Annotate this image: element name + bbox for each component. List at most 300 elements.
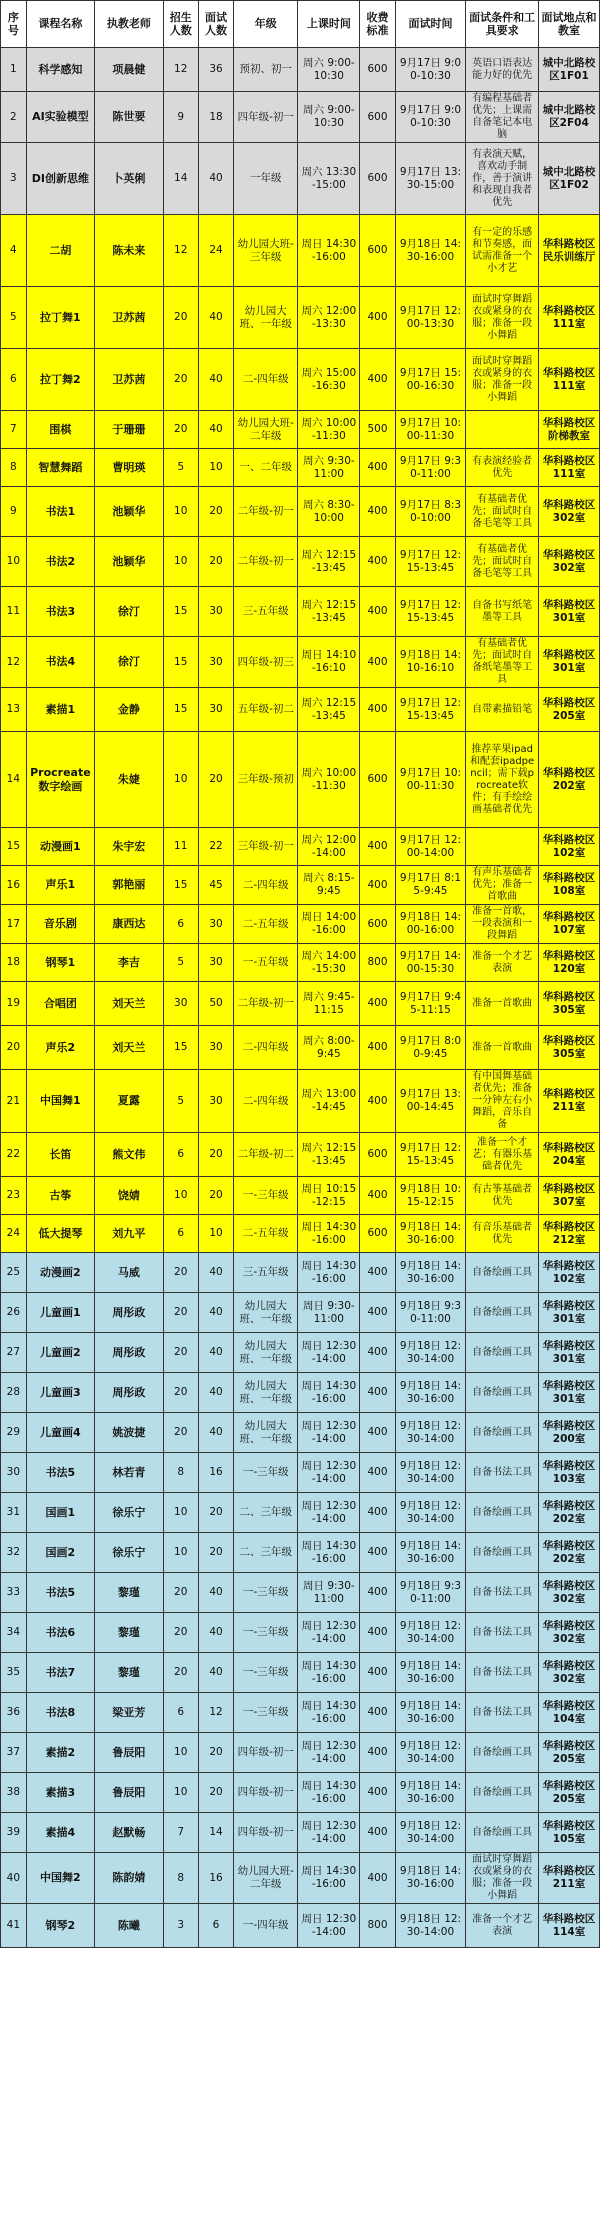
place: 城中北路校区2F04 — [538, 92, 599, 143]
row-no: 11 — [1, 587, 27, 637]
quota: 15 — [163, 637, 198, 688]
grade: 一-五年级 — [234, 944, 298, 982]
teacher-name: 陈曦 — [95, 1904, 163, 1948]
requirements: 自备绘画工具 — [466, 1253, 539, 1293]
requirements: 自备绘画工具 — [466, 1813, 539, 1853]
interview-time: 9月17日 12:15-13:45 — [395, 587, 466, 637]
fee: 600 — [360, 1133, 395, 1177]
interview-time: 9月17日 8:30-10:00 — [395, 487, 466, 537]
grade: 一-三年级 — [234, 1693, 298, 1733]
row-no: 6 — [1, 349, 27, 411]
requirements: 有一定的乐感和节奏感，面试需准备一个小才艺 — [466, 215, 539, 287]
grade: 预初、初一 — [234, 48, 298, 92]
place: 华科路校区202室 — [538, 1493, 599, 1533]
table-row — [1, 1573, 600, 1613]
course-name: 动漫画1 — [26, 828, 94, 866]
row-no: 13 — [1, 688, 27, 732]
table-row — [1, 1733, 600, 1773]
row-no: 20 — [1, 1026, 27, 1070]
course-name: 国画1 — [26, 1493, 94, 1533]
class-time: 周日 14:30-16:00 — [298, 1253, 360, 1293]
place: 华科路校区211室 — [538, 1070, 599, 1133]
interview-time: 9月17日 9:00-10:30 — [395, 48, 466, 92]
grade: 一-四年级 — [234, 1904, 298, 1948]
fee: 400 — [360, 1613, 395, 1653]
interview-time: 9月18日 14:10-16:10 — [395, 637, 466, 688]
place: 华科路校区301室 — [538, 587, 599, 637]
row-no: 35 — [1, 1653, 27, 1693]
teacher-name: 鲁辰阳 — [95, 1773, 163, 1813]
fee: 400 — [360, 537, 395, 587]
class-time: 周日 9:30-11:00 — [298, 1293, 360, 1333]
quota: 10 — [163, 1177, 198, 1215]
course-name: 书法8 — [26, 1693, 94, 1733]
class-time: 周六 9:45-11:15 — [298, 982, 360, 1026]
interview-count: 20 — [198, 487, 233, 537]
grade: 三-五年级 — [234, 1253, 298, 1293]
requirements: 自带素描铅笔 — [466, 688, 539, 732]
course-name: 拉丁舞2 — [26, 349, 94, 411]
fee: 400 — [360, 1493, 395, 1533]
course-name: 书法4 — [26, 637, 94, 688]
interview-time: 9月18日 12:30-14:00 — [395, 1733, 466, 1773]
row-no: 17 — [1, 905, 27, 944]
row-no: 4 — [1, 215, 27, 287]
teacher-name: 陈世要 — [95, 92, 163, 143]
header-grade: 年级 — [234, 1, 298, 48]
table-row — [1, 637, 600, 688]
interview-time: 9月17日 9:00-10:30 — [395, 92, 466, 143]
grade: 一-三年级 — [234, 1453, 298, 1493]
interview-count: 30 — [198, 944, 233, 982]
header-interview-count: 面试人数 — [198, 1, 233, 48]
grade: 三年级-初一 — [234, 828, 298, 866]
teacher-name: 李吉 — [95, 944, 163, 982]
grade: 幼儿园大班-二年级 — [234, 411, 298, 449]
row-no: 32 — [1, 1533, 27, 1573]
place: 华科路校区307室 — [538, 1177, 599, 1215]
place: 华科路校区212室 — [538, 1215, 599, 1253]
requirements: 自备书法工具 — [466, 1693, 539, 1733]
grade: 二-四年级 — [234, 1070, 298, 1133]
row-no: 41 — [1, 1904, 27, 1948]
fee: 400 — [360, 1533, 395, 1573]
class-time: 周六 10:00-11:30 — [298, 411, 360, 449]
class-time: 周六 9:00-10:30 — [298, 92, 360, 143]
fee: 400 — [360, 1773, 395, 1813]
header-row — [1, 1, 600, 48]
grade: 二年级-初一 — [234, 487, 298, 537]
class-time: 周六 12:15-13:45 — [298, 1133, 360, 1177]
requirements: 自备绘画工具 — [466, 1293, 539, 1333]
row-no: 38 — [1, 1773, 27, 1813]
place: 华科路校区205室 — [538, 1773, 599, 1813]
interview-count: 40 — [198, 1253, 233, 1293]
row-no: 27 — [1, 1333, 27, 1373]
interview-count: 20 — [198, 1177, 233, 1215]
class-time: 周日 14:30-16:00 — [298, 1215, 360, 1253]
course-name: 儿童画3 — [26, 1373, 94, 1413]
quota: 10 — [163, 487, 198, 537]
table-row — [1, 1613, 600, 1653]
interview-count: 40 — [198, 1293, 233, 1333]
interview-time: 9月17日 15:00-16:30 — [395, 349, 466, 411]
teacher-name: 朱宇宏 — [95, 828, 163, 866]
requirements: 有表演经验者优先 — [466, 449, 539, 487]
fee: 500 — [360, 411, 395, 449]
teacher-name: 夏露 — [95, 1070, 163, 1133]
interview-count: 40 — [198, 1613, 233, 1653]
class-time: 周日 12:30-14:00 — [298, 1413, 360, 1453]
interview-count: 30 — [198, 905, 233, 944]
interview-count: 40 — [198, 349, 233, 411]
quota: 20 — [163, 1373, 198, 1413]
course-name: 儿童画4 — [26, 1413, 94, 1453]
interview-count: 20 — [198, 1733, 233, 1773]
interview-count: 40 — [198, 1653, 233, 1693]
fee: 400 — [360, 1373, 395, 1413]
course-name: 素描3 — [26, 1773, 94, 1813]
requirements: 准备一首歌，一段表演和一段舞蹈 — [466, 905, 539, 944]
interview-time: 9月18日 10:15-12:15 — [395, 1177, 466, 1215]
table-row — [1, 1653, 600, 1693]
class-time: 周六 8:30-10:00 — [298, 487, 360, 537]
place: 华科路校区301室 — [538, 1373, 599, 1413]
table-row — [1, 1904, 600, 1948]
class-time: 周日 14:30-16:00 — [298, 1533, 360, 1573]
table-row — [1, 1333, 600, 1373]
place: 华科路校区103室 — [538, 1453, 599, 1493]
grade: 三-五年级 — [234, 587, 298, 637]
course-name: 低大提琴 — [26, 1215, 94, 1253]
course-name: 中国舞1 — [26, 1070, 94, 1133]
fee: 400 — [360, 1733, 395, 1773]
grade: 三年级-预初 — [234, 732, 298, 828]
interview-count: 14 — [198, 1813, 233, 1853]
table-row — [1, 1453, 600, 1493]
requirements: 自备书写纸笔墨等工具 — [466, 587, 539, 637]
row-no: 19 — [1, 982, 27, 1026]
requirements — [466, 411, 539, 449]
row-no: 40 — [1, 1853, 27, 1904]
place: 华科路校区301室 — [538, 637, 599, 688]
class-time: 周六 14:00-15:30 — [298, 944, 360, 982]
place: 华科路校区302室 — [538, 1613, 599, 1653]
quota: 20 — [163, 349, 198, 411]
place: 华科路校区107室 — [538, 905, 599, 944]
teacher-name: 陈韵婧 — [95, 1853, 163, 1904]
grade: 幼儿园大班、一年级 — [234, 1293, 298, 1333]
class-time: 周日 14:30-16:00 — [298, 1693, 360, 1733]
place: 华科路校区111室 — [538, 287, 599, 349]
fee: 400 — [360, 828, 395, 866]
interview-count: 10 — [198, 1215, 233, 1253]
requirements: 准备一首歌曲 — [466, 1026, 539, 1070]
interview-time: 9月17日 12:15-13:45 — [395, 537, 466, 587]
teacher-name: 于珊珊 — [95, 411, 163, 449]
teacher-name: 徐乐宁 — [95, 1493, 163, 1533]
table-row — [1, 1693, 600, 1733]
grade: 幼儿园大班、一年级 — [234, 1413, 298, 1453]
teacher-name: 黎瑾 — [95, 1653, 163, 1693]
row-no: 26 — [1, 1293, 27, 1333]
quota: 20 — [163, 1413, 198, 1453]
class-time: 周日 9:30-11:00 — [298, 1573, 360, 1613]
row-no: 10 — [1, 537, 27, 587]
place: 华科路校区202室 — [538, 1533, 599, 1573]
teacher-name: 卫苏茜 — [95, 349, 163, 411]
course-name: 书法5 — [26, 1573, 94, 1613]
class-time: 周日 12:30-14:00 — [298, 1813, 360, 1853]
grade: 一-三年级 — [234, 1177, 298, 1215]
course-name: Procreate数字绘画 — [26, 732, 94, 828]
grade: 一-三年级 — [234, 1573, 298, 1613]
fee: 400 — [360, 1853, 395, 1904]
teacher-name: 朱婕 — [95, 732, 163, 828]
row-no: 16 — [1, 866, 27, 905]
grade: 幼儿园大班、一年级 — [234, 287, 298, 349]
row-no: 30 — [1, 1453, 27, 1493]
quota: 8 — [163, 1453, 198, 1493]
interview-time: 9月18日 14:30-16:00 — [395, 1653, 466, 1693]
table-body — [1, 48, 600, 1948]
place: 华科路校区111室 — [538, 449, 599, 487]
requirements: 准备一个才艺；有器乐基础者优先 — [466, 1133, 539, 1177]
class-time: 周六 10:00-11:30 — [298, 732, 360, 828]
grade: 二年级-初一 — [234, 982, 298, 1026]
table-row — [1, 587, 600, 637]
teacher-name: 梁亚芳 — [95, 1693, 163, 1733]
class-time: 周日 14:30-16:00 — [298, 1653, 360, 1693]
table-row — [1, 537, 600, 587]
quota: 6 — [163, 1133, 198, 1177]
class-time: 周六 12:15-13:45 — [298, 688, 360, 732]
class-time: 周日 14:10-16:10 — [298, 637, 360, 688]
class-time: 周六 12:00-14:00 — [298, 828, 360, 866]
quota: 20 — [163, 1253, 198, 1293]
place: 华科路校区104室 — [538, 1693, 599, 1733]
quota: 20 — [163, 1653, 198, 1693]
place: 华科路校区105室 — [538, 1813, 599, 1853]
table-row — [1, 449, 600, 487]
fee: 400 — [360, 1653, 395, 1693]
fee: 400 — [360, 866, 395, 905]
fee: 800 — [360, 1904, 395, 1948]
interview-count: 30 — [198, 1070, 233, 1133]
interview-count: 30 — [198, 688, 233, 732]
place: 华科路校区302室 — [538, 1653, 599, 1693]
place: 城中北路校区1F02 — [538, 143, 599, 215]
fee: 600 — [360, 215, 395, 287]
place: 华科路校区202室 — [538, 732, 599, 828]
interview-count: 30 — [198, 637, 233, 688]
interview-time: 9月18日 14:30-16:00 — [395, 1853, 466, 1904]
table-row — [1, 1293, 600, 1333]
table-row — [1, 1070, 600, 1133]
place: 华科路校区阶梯教室 — [538, 411, 599, 449]
place: 华科路校区民乐训练厅 — [538, 215, 599, 287]
teacher-name: 赵默畅 — [95, 1813, 163, 1853]
requirements: 自备绘画工具 — [466, 1373, 539, 1413]
row-no: 34 — [1, 1613, 27, 1653]
fee: 400 — [360, 1177, 395, 1215]
table-row — [1, 828, 600, 866]
class-time: 周日 12:30-14:00 — [298, 1453, 360, 1493]
grade: 一-三年级 — [234, 1653, 298, 1693]
grade: 五年级-初二 — [234, 688, 298, 732]
fee: 400 — [360, 688, 395, 732]
course-name: 围棋 — [26, 411, 94, 449]
table-row — [1, 287, 600, 349]
row-no: 8 — [1, 449, 27, 487]
grade: 二、三年级 — [234, 1493, 298, 1533]
course-name: 钢琴1 — [26, 944, 94, 982]
table-row — [1, 349, 600, 411]
interview-count: 40 — [198, 1333, 233, 1373]
course-name: 素描2 — [26, 1733, 94, 1773]
place: 华科路校区120室 — [538, 944, 599, 982]
teacher-name: 姚波捷 — [95, 1413, 163, 1453]
grade: 四年级-初一 — [234, 1733, 298, 1773]
course-name: 长笛 — [26, 1133, 94, 1177]
place: 华科路校区204室 — [538, 1133, 599, 1177]
course-name: 声乐2 — [26, 1026, 94, 1070]
table-row — [1, 1413, 600, 1453]
fee: 400 — [360, 982, 395, 1026]
table-row — [1, 411, 600, 449]
teacher-name: 项晨健 — [95, 48, 163, 92]
table-row — [1, 1373, 600, 1413]
grade: 幼儿园大班、一年级 — [234, 1373, 298, 1413]
table-row — [1, 1493, 600, 1533]
place: 华科路校区108室 — [538, 866, 599, 905]
row-no: 25 — [1, 1253, 27, 1293]
teacher-name: 熊文伟 — [95, 1133, 163, 1177]
row-no: 31 — [1, 1493, 27, 1533]
fee: 400 — [360, 637, 395, 688]
quota: 6 — [163, 905, 198, 944]
course-name: 拉丁舞1 — [26, 287, 94, 349]
row-no: 15 — [1, 828, 27, 866]
grade: 二年级-初一 — [234, 537, 298, 587]
quota: 11 — [163, 828, 198, 866]
requirements: 面试时穿舞蹈衣或紧身的衣服；准备一段小舞蹈 — [466, 1853, 539, 1904]
row-no: 36 — [1, 1693, 27, 1733]
place: 华科路校区200室 — [538, 1413, 599, 1453]
quota: 20 — [163, 1293, 198, 1333]
place: 华科路校区111室 — [538, 349, 599, 411]
teacher-name: 卜英俐 — [95, 143, 163, 215]
place: 华科路校区205室 — [538, 1733, 599, 1773]
quota: 6 — [163, 1215, 198, 1253]
quota: 15 — [163, 587, 198, 637]
row-no: 12 — [1, 637, 27, 688]
teacher-name: 马威 — [95, 1253, 163, 1293]
course-name: 书法2 — [26, 537, 94, 587]
requirements: 有音乐基础者优先 — [466, 1215, 539, 1253]
class-time: 周六 12:00-13:30 — [298, 287, 360, 349]
grade: 一-三年级 — [234, 1613, 298, 1653]
fee: 400 — [360, 287, 395, 349]
interview-time: 9月18日 12:30-14:00 — [395, 1333, 466, 1373]
table-row — [1, 487, 600, 537]
quota: 15 — [163, 866, 198, 905]
interview-time: 9月17日 13:30-15:00 — [395, 143, 466, 215]
interview-count: 40 — [198, 1373, 233, 1413]
class-time: 周六 12:15-13:45 — [298, 537, 360, 587]
fee: 600 — [360, 48, 395, 92]
course-name: 儿童画2 — [26, 1333, 94, 1373]
quota: 5 — [163, 944, 198, 982]
requirements: 自备绘画工具 — [466, 1413, 539, 1453]
place: 华科路校区302室 — [538, 487, 599, 537]
row-no: 7 — [1, 411, 27, 449]
row-no: 14 — [1, 732, 27, 828]
row-no: 33 — [1, 1573, 27, 1613]
class-time: 周六 13:00-14:45 — [298, 1070, 360, 1133]
fee: 400 — [360, 1026, 395, 1070]
class-time: 周六 8:15-9:45 — [298, 866, 360, 905]
interview-time: 9月17日 9:30-11:00 — [395, 449, 466, 487]
interview-count: 20 — [198, 732, 233, 828]
fee: 600 — [360, 1215, 395, 1253]
interview-time: 9月18日 9:30-11:00 — [395, 1573, 466, 1613]
grade: 幼儿园大班-三年级 — [234, 215, 298, 287]
fee: 400 — [360, 349, 395, 411]
course-name: 智慧舞蹈 — [26, 449, 94, 487]
interview-time: 9月18日 14:00-16:00 — [395, 905, 466, 944]
interview-count: 20 — [198, 537, 233, 587]
interview-time: 9月18日 14:30-16:00 — [395, 215, 466, 287]
teacher-name: 林若青 — [95, 1453, 163, 1493]
course-name: 书法6 — [26, 1613, 94, 1653]
teacher-name: 曹明瑛 — [95, 449, 163, 487]
class-time: 周日 14:30-16:00 — [298, 1373, 360, 1413]
table-row — [1, 1853, 600, 1904]
fee: 400 — [360, 487, 395, 537]
interview-count: 24 — [198, 215, 233, 287]
interview-time: 9月17日 12:15-13:45 — [395, 688, 466, 732]
teacher-name: 徐汀 — [95, 637, 163, 688]
interview-time: 9月17日 8:15-9:45 — [395, 866, 466, 905]
teacher-name: 康西达 — [95, 905, 163, 944]
grade: 二-四年级 — [234, 349, 298, 411]
requirements: 自备绘画工具 — [466, 1333, 539, 1373]
fee: 400 — [360, 587, 395, 637]
requirements: 自备绘画工具 — [466, 1773, 539, 1813]
row-no: 29 — [1, 1413, 27, 1453]
header-class-time: 上课时间 — [298, 1, 360, 48]
row-no: 22 — [1, 1133, 27, 1177]
row-no: 2 — [1, 92, 27, 143]
teacher-name: 卫苏茜 — [95, 287, 163, 349]
grade: 四年级-初三 — [234, 637, 298, 688]
teacher-name: 周彤政 — [95, 1373, 163, 1413]
class-time: 周六 15:00-16:30 — [298, 349, 360, 411]
place: 华科路校区301室 — [538, 1293, 599, 1333]
requirements: 准备一个才艺表演 — [466, 944, 539, 982]
teacher-name: 郭艳丽 — [95, 866, 163, 905]
interview-time: 9月17日 12:15-13:45 — [395, 1133, 466, 1177]
course-name: 书法5 — [26, 1453, 94, 1493]
course-name: 素描4 — [26, 1813, 94, 1853]
class-time: 周日 14:30-16:00 — [298, 1773, 360, 1813]
class-time: 周日 12:30-14:00 — [298, 1904, 360, 1948]
interview-count: 16 — [198, 1453, 233, 1493]
interview-time: 9月17日 12:00-14:00 — [395, 828, 466, 866]
course-name: 科学感知 — [26, 48, 94, 92]
interview-time: 9月18日 9:30-11:00 — [395, 1293, 466, 1333]
